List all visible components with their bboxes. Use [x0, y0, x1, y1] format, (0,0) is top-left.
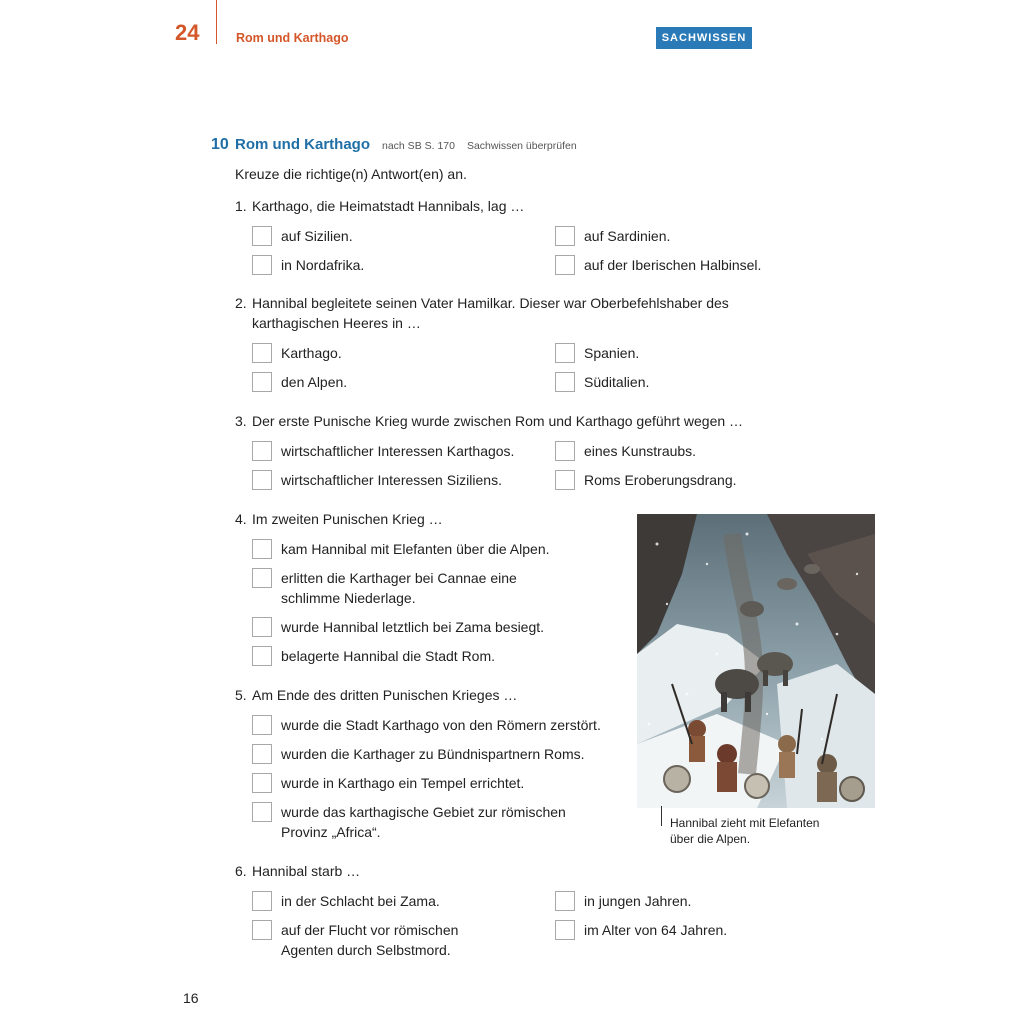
option-label-line: schlimme Niederlage. — [281, 590, 416, 606]
checkbox[interactable] — [252, 646, 272, 666]
question-text: Im zweiten Punischen Krieg … — [252, 511, 443, 527]
checkbox[interactable] — [252, 617, 272, 637]
option-label-line: wurde das karthagische Gebiet zur römischen — [281, 804, 566, 820]
checkbox[interactable] — [252, 255, 272, 275]
option-label: belagerte Hannibal die Stadt Rom. — [281, 648, 496, 664]
checkbox[interactable] — [252, 920, 272, 940]
exercise-title: Rom und Karthago — [235, 136, 370, 153]
question-text — [252, 293, 772, 333]
checkbox[interactable] — [252, 568, 272, 588]
question-text: Der erste Punische Krieg wurde zwischen Rom und Karthago geführt wegen … — [252, 413, 744, 429]
checkbox[interactable] — [555, 372, 575, 392]
question-4 — [235, 509, 443, 529]
exercise-instruction: Kreuze die richtige(n) Antwort(en) an. — [235, 166, 467, 182]
answer-option[interactable] — [555, 343, 639, 363]
option-label-line: Provinz „Africa“. — [281, 824, 381, 840]
option-label: wurde Hannibal letztlich bei Zama besiegt. — [281, 619, 545, 635]
answer-option[interactable] — [252, 715, 601, 735]
answer-option[interactable] — [555, 226, 670, 246]
option-label: den Alpen. — [281, 374, 348, 390]
answer-option[interactable] — [555, 441, 696, 461]
option-label: auf Sizilien. — [281, 228, 353, 244]
question-1 — [235, 196, 524, 216]
answer-option[interactable] — [252, 441, 514, 461]
checkbox[interactable] — [252, 715, 272, 735]
option-label-line: auf der Flucht vor römischen — [281, 922, 459, 938]
option-label: wurden die Karthager zu Bündnispartnern Roms. — [281, 746, 585, 762]
checkbox[interactable] — [252, 802, 272, 822]
header-divider — [216, 0, 217, 44]
option-label: auf der Iberischen Halbinsel. — [584, 257, 762, 273]
exercise-reference: nach SB S. 170 — [382, 140, 455, 152]
answer-option[interactable] — [555, 920, 727, 940]
checkbox[interactable] — [555, 470, 575, 490]
question-2 — [235, 293, 252, 313]
answer-option[interactable] — [252, 226, 353, 246]
page-number: 16 — [183, 990, 199, 1006]
question-6 — [235, 861, 360, 881]
answer-option[interactable] — [252, 372, 347, 392]
checkbox[interactable] — [555, 441, 575, 461]
option-label — [281, 920, 458, 960]
option-label — [281, 802, 566, 842]
chapter-title: Rom und Karthago — [236, 31, 349, 45]
question-number: 5. — [235, 687, 247, 703]
checkbox[interactable] — [252, 744, 272, 764]
option-label: wurde in Karthago ein Tempel errichtet. — [281, 775, 525, 791]
checkbox[interactable] — [555, 920, 575, 940]
question-text-line: Hannibal begleitete seinen Vater Hamilkar. Dieser war Oberbefehlshaber des — [252, 295, 729, 311]
checkbox[interactable] — [555, 226, 575, 246]
option-label: Süditalien. — [584, 374, 650, 390]
answer-option[interactable] — [555, 255, 761, 275]
checkbox[interactable] — [555, 891, 575, 911]
question-number: 6. — [235, 863, 247, 879]
answer-option[interactable] — [555, 891, 691, 911]
question-number: 1. — [235, 198, 247, 214]
option-label-line: Agenten durch Selbstmord. — [281, 942, 451, 958]
question-number: 3. — [235, 413, 247, 429]
exercise-tag: Sachwissen überprüfen — [466, 140, 577, 152]
question-text: Karthago, die Heimatstadt Hannibals, lag … — [252, 198, 525, 214]
option-label: in der Schlacht bei Zama. — [281, 893, 440, 909]
answer-option[interactable] — [252, 773, 524, 793]
answer-option[interactable] — [252, 470, 502, 490]
question-5 — [235, 685, 517, 705]
checkbox[interactable] — [555, 343, 575, 363]
option-label: in jungen Jahren. — [584, 893, 692, 909]
option-label: in Nordafrika. — [281, 257, 365, 273]
checkbox[interactable] — [252, 470, 272, 490]
question-text-line: karthagischen Heeres in … — [252, 315, 421, 331]
checkbox[interactable] — [252, 372, 272, 392]
option-label: Roms Eroberungsdrang. — [584, 472, 737, 488]
question-text: Am Ende des dritten Punischen Krieges … — [252, 687, 518, 703]
checkbox[interactable] — [252, 773, 272, 793]
exercise-heading — [211, 136, 577, 154]
checkbox[interactable] — [555, 255, 575, 275]
caption-line: Hannibal zieht mit Elefanten — [670, 816, 820, 830]
option-label: auf Sardinien. — [584, 228, 671, 244]
hannibal-alps-illustration — [637, 514, 875, 808]
option-label: wirtschaftlicher Interessen Karthagos. — [281, 443, 515, 459]
caption-line: über die Alpen. — [670, 832, 751, 846]
option-label-line: erlitten die Karthager bei Cannae eine — [281, 570, 517, 586]
checkbox[interactable] — [252, 891, 272, 911]
answer-option[interactable] — [252, 802, 566, 842]
option-label: wurde die Stadt Karthago von den Römern zerstört. — [281, 717, 601, 733]
option-label: kam Hannibal mit Elefanten über die Alpen. — [281, 541, 550, 557]
answer-option[interactable] — [252, 343, 342, 363]
question-3 — [235, 411, 743, 431]
option-label: wirtschaftlicher Interessen Siziliens. — [281, 472, 502, 488]
option-label: Spanien. — [584, 345, 640, 361]
question-text: Hannibal starb … — [252, 863, 361, 879]
chapter-number: 24 — [175, 20, 200, 45]
caption-pointer — [661, 806, 662, 826]
answer-option[interactable] — [252, 568, 517, 608]
answer-option[interactable] — [555, 372, 649, 392]
answer-option[interactable] — [252, 255, 364, 275]
option-label — [281, 568, 517, 608]
question-number: 2. — [235, 295, 247, 311]
answer-option[interactable] — [252, 920, 458, 960]
checkbox[interactable] — [252, 343, 272, 363]
checkbox[interactable] — [252, 539, 272, 559]
answer-option[interactable] — [252, 646, 495, 666]
option-label: im Alter von 64 Jahren. — [584, 922, 728, 938]
illustration-artwork — [637, 514, 875, 808]
exercise-number: 10 — [211, 136, 229, 153]
answer-option[interactable] — [252, 539, 550, 559]
answer-option[interactable] — [252, 744, 585, 764]
answer-option[interactable] — [555, 470, 737, 490]
question-number: 4. — [235, 511, 247, 527]
option-label: eines Kunstraubs. — [584, 443, 697, 459]
answer-option[interactable] — [252, 617, 544, 637]
illustration-caption — [670, 815, 819, 847]
section-badge: SACHWISSEN — [656, 27, 752, 49]
checkbox[interactable] — [252, 226, 272, 246]
answer-option[interactable] — [252, 891, 440, 911]
option-label: Karthago. — [281, 345, 342, 361]
checkbox[interactable] — [252, 441, 272, 461]
